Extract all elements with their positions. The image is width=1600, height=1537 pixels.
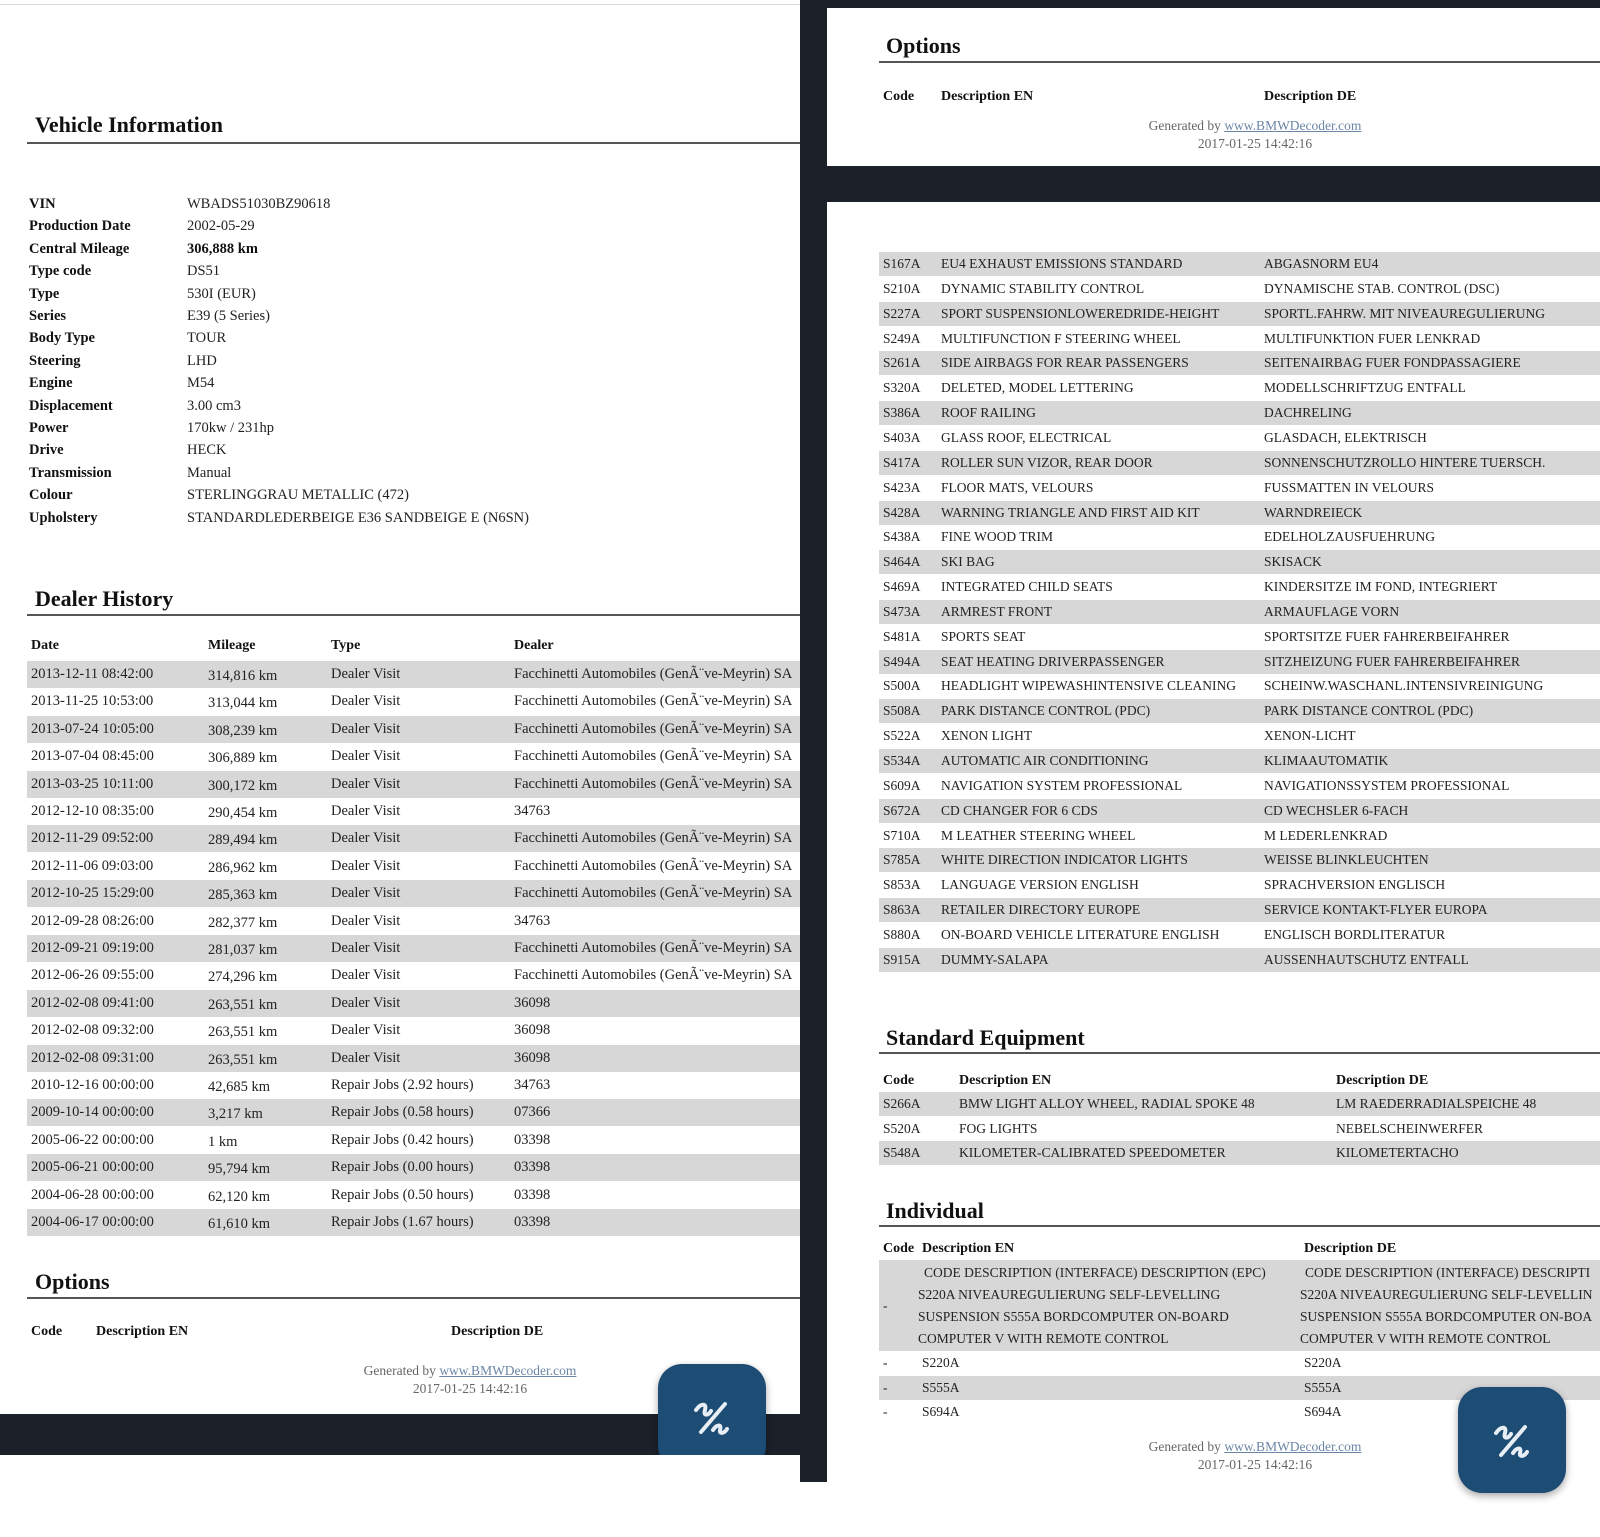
dh-type: Repair Jobs (0.00 hours): [331, 1159, 474, 1176]
vehicle-field-value: LHD: [187, 352, 217, 369]
vehicle-field-label: Body Type: [29, 330, 95, 347]
dh-date: 2013-03-25 10:11:00: [31, 775, 154, 792]
options-left-header-en: Description EN: [96, 1324, 189, 1339]
option-code: S609A: [883, 777, 921, 793]
generated-by-text: Generated by: [1148, 118, 1221, 133]
ind-desc-de: S220A: [1304, 1355, 1342, 1370]
dh-mileage: 286,962 km: [208, 859, 278, 876]
dh-date: 2013-11-25 10:53:00: [31, 693, 154, 710]
dh-dealer: Facchinetti Automobiles (GenÃ¨ve-Meyrin) SA: [514, 775, 793, 792]
dh-mileage: 263,551 km: [208, 996, 278, 1013]
dh-mileage: 308,239 km: [208, 722, 278, 739]
dh-type: Dealer Visit: [331, 720, 401, 737]
option-desc-de: WEISSE BLINKLEUCHTEN: [1264, 852, 1429, 868]
dh-date: 2012-12-10 08:35:00: [31, 803, 154, 819]
option-code: S672A: [883, 802, 921, 818]
dh-type: Dealer Visit: [331, 1022, 401, 1039]
vehicle-field-value: Manual: [187, 464, 232, 481]
dh-dealer: 36098: [514, 1049, 551, 1066]
option-desc-de: SONNENSCHUTZROLLO HINTERE TUERSCH.: [1264, 454, 1546, 470]
dh-type: Repair Jobs (1.67 hours): [331, 1214, 474, 1230]
dh-date: 2012-10-25 15:29:00: [31, 885, 154, 902]
std-desc-en: FOG LIGHTS: [959, 1120, 1038, 1136]
dh-type: Dealer Visit: [331, 748, 401, 765]
option-desc-de: GLASDACH, ELEKTRISCH: [1264, 429, 1427, 445]
option-desc-de: AUSSENHAUTSCHUTZ ENTFALL: [1264, 951, 1469, 967]
vehicle-field-label: Upholstery: [29, 509, 98, 526]
right-page-main: [827, 202, 1600, 1482]
option-desc-en: SKI BAG: [941, 554, 995, 570]
ind-header-code: Code: [883, 1241, 915, 1256]
dh-date: 2012-11-06 09:03:00: [31, 857, 154, 874]
individual-title: Individual: [886, 1198, 984, 1223]
vehicle-info-title: Vehicle Information: [35, 112, 224, 137]
vehicle-field-label: Production Date: [29, 218, 131, 235]
dh-mileage: 95,794 km: [208, 1161, 271, 1178]
right-page-top: [827, 8, 1600, 166]
dh-header-type: Type: [331, 638, 361, 653]
standard-equipment-rule: [879, 1052, 1600, 1054]
edit-pen-icon: [689, 1394, 735, 1440]
option-desc-en: INTEGRATED CHILD SEATS: [941, 579, 1113, 595]
dh-mileage: 263,551 km: [208, 1024, 278, 1041]
option-code: S853A: [883, 877, 921, 893]
options-left-header-code: Code: [31, 1324, 63, 1339]
option-desc-en: SEAT HEATING DRIVERPASSENGER: [941, 653, 1165, 669]
ind-code: -: [883, 1379, 888, 1395]
generated-timestamp: 2017-01-25 14:42:16: [1197, 136, 1313, 151]
dh-mileage: 61,610 km: [208, 1216, 271, 1232]
dh-date: 2010-12-16 00:00:00: [31, 1077, 154, 1093]
dh-type: Repair Jobs (0.58 hours): [331, 1104, 474, 1121]
dh-date: 2012-02-08 09:31:00: [31, 1049, 154, 1066]
dh-date: 2013-07-24 10:05:00: [31, 720, 154, 737]
option-desc-en: NAVIGATION SYSTEM PROFESSIONAL: [941, 777, 1183, 793]
dh-dealer: Facchinetti Automobiles (GenÃ¨ve-Meyrin) SA: [514, 830, 793, 847]
option-desc-de: SPORTSITZE FUER FAHRERBEIFAHRER: [1264, 628, 1510, 644]
individual-row: [879, 1351, 1600, 1375]
option-code: S473A: [883, 603, 921, 619]
generated-by-text: Generated by: [1148, 1439, 1221, 1454]
option-desc-en: ARMREST FRONT: [941, 603, 1053, 619]
dh-type: Dealer Visit: [331, 857, 401, 874]
dh-mileage: 306,889 km: [208, 750, 278, 767]
option-code: S167A: [883, 256, 921, 271]
dh-type: Dealer Visit: [331, 830, 401, 847]
option-code: S915A: [883, 951, 921, 967]
dh-type: Repair Jobs (0.50 hours): [331, 1186, 474, 1203]
option-desc-en: SIDE AIRBAGS FOR REAR PASSENGERS: [941, 355, 1189, 371]
top-divider: [0, 4, 800, 5]
dh-type: Repair Jobs (0.42 hours): [331, 1131, 474, 1148]
edit-fab-left[interactable]: [658, 1364, 766, 1455]
vehicle-field-value: 170kw / 231hp: [187, 420, 274, 436]
option-desc-de: CD WECHSLER 6-FACH: [1264, 802, 1409, 818]
dh-mileage: 285,363 km: [208, 887, 278, 904]
vehicle-field-value: DS51: [187, 263, 221, 280]
dh-type: Dealer Visit: [331, 994, 401, 1011]
dh-dealer: 03398: [514, 1131, 551, 1148]
option-code: S386A: [883, 405, 921, 421]
dh-date: 2005-06-21 00:00:00: [31, 1159, 154, 1176]
dealer-history-rule: [27, 614, 800, 616]
vehicle-field-label: Power: [29, 420, 69, 436]
std-desc-de: NEBELSCHEINWERFER: [1336, 1120, 1483, 1136]
vehicle-field-label: Colour: [29, 487, 73, 504]
option-desc-en: ROLLER SUN VIZOR, REAR DOOR: [941, 454, 1153, 470]
option-desc-en: ROOF RAILING: [941, 405, 1036, 421]
individual-rule: [879, 1225, 1600, 1227]
dh-date: 2012-11-29 09:52:00: [31, 830, 154, 847]
ind-header-en: Description EN: [922, 1241, 1015, 1256]
option-desc-de: FUSSMATTEN IN VELOURS: [1264, 479, 1435, 495]
option-desc-en: DELETED, MODEL LETTERING: [941, 380, 1134, 396]
vehicle-field-value: STANDARDLEDERBEIGE E36 SANDBEIGE E (N6SN): [187, 509, 529, 526]
option-desc-de: NAVIGATIONSSYSTEM PROFESSIONAL: [1264, 777, 1510, 793]
dh-type: Dealer Visit: [331, 775, 401, 792]
dh-dealer: 34763: [514, 1077, 551, 1093]
option-desc-en: GLASS ROOF, ELECTRICAL: [941, 429, 1112, 445]
option-code: S863A: [883, 902, 921, 918]
dh-dealer: 03398: [514, 1159, 551, 1176]
vehicle-field-value: M54: [187, 375, 215, 392]
dh-mileage: 281,037 km: [208, 942, 278, 958]
options-right-header-code: Code: [883, 89, 915, 104]
options-title-left: Options: [35, 1269, 110, 1294]
dh-header-date: Date: [31, 638, 59, 653]
std-desc-de: KILOMETERTACHO: [1336, 1145, 1459, 1160]
ind-desc-en: S555A: [922, 1379, 960, 1395]
option-desc-de: ENGLISCH BORDLITERATUR: [1264, 926, 1446, 942]
option-desc-en: CD CHANGER FOR 6 CDS: [941, 802, 1098, 818]
dh-dealer: 36098: [514, 1022, 551, 1039]
generated-footer-left: [270, 1362, 670, 1398]
dh-mileage: 274,296 km: [208, 969, 278, 986]
bmwdecoder-link[interactable]: www.BMWDecoder.com: [1224, 118, 1362, 133]
option-desc-de: XENON-LICHT: [1264, 728, 1356, 744]
vehicle-field-value: HECK: [187, 442, 227, 459]
vehicle-field-label: Series: [29, 308, 67, 324]
dh-mileage: 290,454 km: [208, 805, 278, 821]
options-title-right: Options: [886, 33, 961, 58]
ind-desc-en: S694A: [922, 1404, 960, 1419]
generated-footer-right-bottom: [1055, 1438, 1455, 1474]
dh-dealer: Facchinetti Automobiles (GenÃ¨ve-Meyrin) SA: [514, 666, 793, 682]
vehicle-field-value: 3.00 cm3: [187, 397, 241, 414]
option-code: S227A: [883, 305, 921, 321]
option-desc-en: DYNAMIC STABILITY CONTROL: [941, 280, 1145, 296]
option-desc-de: DACHRELING: [1264, 405, 1352, 421]
dh-dealer: 03398: [514, 1214, 551, 1230]
option-code: S423A: [883, 479, 921, 495]
option-code: S500A: [883, 678, 921, 694]
std-code: S548A: [883, 1145, 921, 1160]
option-desc-de: SERVICE KONTAKT-FLYER EUROPA: [1264, 902, 1488, 918]
edit-pen-icon: [1489, 1417, 1535, 1463]
dh-date: 2012-06-26 09:55:00: [31, 967, 154, 984]
options-rule-right: [879, 61, 1600, 63]
dh-mileage: 3,217 km: [208, 1106, 263, 1123]
option-desc-en: DUMMY-SALAPA: [941, 951, 1049, 967]
generated-footer-right-top: [1055, 117, 1455, 153]
dh-dealer: Facchinetti Automobiles (GenÃ¨ve-Meyrin) SA: [514, 693, 793, 710]
option-desc-en: RETAILER DIRECTORY EUROPE: [941, 902, 1141, 918]
vehicle-field-label: Central Mileage: [29, 240, 130, 257]
dh-type: Dealer Visit: [331, 912, 401, 929]
dh-mileage: 1 km: [208, 1133, 238, 1150]
dh-dealer: 03398: [514, 1186, 551, 1203]
std-code: S520A: [883, 1120, 921, 1136]
dh-type: Repair Jobs (2.92 hours): [331, 1077, 474, 1093]
option-code: S464A: [883, 554, 921, 570]
dh-dealer: 34763: [514, 912, 551, 929]
dh-mileage: 289,494 km: [208, 832, 278, 849]
option-desc-de: KLIMAAUTOMATIK: [1264, 753, 1389, 768]
ind-code: -: [883, 1355, 888, 1370]
dh-header-mileage: Mileage: [208, 638, 256, 653]
dh-header-dealer: Dealer: [514, 638, 554, 653]
option-desc-de: SITZHEIZUNG FUER FAHRERBEIFAHRER: [1264, 653, 1521, 669]
vehicle-field-label: Steering: [29, 352, 81, 369]
option-desc-de: SPRACHVERSION ENGLISCH: [1264, 877, 1446, 893]
generated-timestamp: 2017-01-25 14:42:16: [412, 1381, 528, 1396]
edit-fab-right[interactable]: [1458, 1387, 1566, 1493]
dh-type: Dealer Visit: [331, 693, 401, 710]
dh-mileage: 263,551 km: [208, 1051, 278, 1068]
options-rule-left: [27, 1297, 800, 1299]
options-right-header-de: Description DE: [1264, 89, 1357, 104]
vehicle-field-label: Type: [29, 285, 60, 302]
option-desc-en: WARNING TRIANGLE AND FIRST AID KIT: [941, 504, 1200, 520]
dh-date: 2005-06-22 00:00:00: [31, 1131, 154, 1148]
dh-dealer: Facchinetti Automobiles (GenÃ¨ve-Meyrin) SA: [514, 857, 793, 874]
vehicle-field-label: Type code: [29, 263, 92, 280]
option-desc-de: SPORTL.FAHRW. MIT NIVEAUREGULIERUNG: [1264, 305, 1545, 321]
generated-by-text: Generated by: [363, 1363, 436, 1378]
dh-dealer: Facchinetti Automobiles (GenÃ¨ve-Meyrin) SA: [514, 720, 793, 737]
dh-type: Dealer Visit: [331, 940, 401, 956]
options-right-header-en: Description EN: [941, 89, 1034, 104]
dh-mileage: 300,172 km: [208, 777, 278, 794]
std-desc-en: BMW LIGHT ALLOY WHEEL, RADIAL SPOKE 48: [959, 1096, 1255, 1111]
option-desc-de: M LEDERLENKRAD: [1264, 827, 1388, 843]
option-desc-de: DYNAMISCHE STAB. CONTROL (DSC): [1264, 280, 1500, 296]
vehicle-field-value: WBADS51030BZ90618: [187, 196, 331, 212]
option-code: S469A: [883, 579, 921, 595]
option-code: S494A: [883, 653, 921, 669]
dh-date: 2012-02-08 09:32:00: [31, 1022, 154, 1039]
vehicle-field-label: Engine: [29, 375, 73, 392]
individual-block-row: [879, 1260, 1600, 1351]
vehicle-field-value: TOUR: [187, 330, 227, 347]
option-desc-en: EU4 EXHAUST EMISSIONS STANDARD: [941, 256, 1183, 271]
ind-desc-de: S694A: [1304, 1404, 1342, 1419]
vehicle-field-value: 306,888 km: [187, 240, 258, 257]
dh-dealer: Facchinetti Automobiles (GenÃ¨ve-Meyrin) SA: [514, 885, 793, 902]
dh-date: 2009-10-14 00:00:00: [31, 1104, 154, 1121]
dh-date: 2012-09-21 09:19:00: [31, 940, 154, 956]
std-header-de: Description DE: [1336, 1073, 1429, 1088]
option-desc-de: SKISACK: [1264, 554, 1322, 570]
option-code: S417A: [883, 454, 921, 470]
option-desc-en: MULTIFUNCTION F STEERING WHEEL: [941, 330, 1181, 346]
dh-date: 2013-12-11 08:42:00: [31, 666, 154, 682]
dh-date: 2013-07-04 08:45:00: [31, 748, 154, 765]
dh-date: 2012-09-28 08:26:00: [31, 912, 154, 929]
option-code: S428A: [883, 504, 921, 520]
option-code: S249A: [883, 330, 921, 346]
dh-dealer: Facchinetti Automobiles (GenÃ¨ve-Meyrin) SA: [514, 967, 793, 984]
dh-dealer: 36098: [514, 994, 551, 1011]
vehicle-field-value: STERLINGGRAU METALLIC (472): [187, 487, 409, 504]
option-desc-de: ARMAUFLAGE VORN: [1264, 603, 1400, 619]
option-desc-en: SPORT SUSPENSIONLOWEREDRIDE-HEIGHT: [941, 305, 1220, 321]
vehicle-field-value: 530I (EUR): [187, 285, 256, 302]
std-desc-en: KILOMETER-CALIBRATED SPEEDOMETER: [959, 1145, 1226, 1160]
dh-mileage: 62,120 km: [208, 1188, 271, 1205]
option-desc-en: FLOOR MATS, VELOURS: [941, 479, 1094, 495]
option-code: S481A: [883, 628, 921, 644]
option-code: S320A: [883, 380, 921, 396]
option-desc-de: PARK DISTANCE CONTROL (PDC): [1264, 703, 1474, 719]
vehicle-field-label: Displacement: [29, 397, 113, 414]
page-divider: [800, 0, 827, 1482]
option-code: S522A: [883, 728, 921, 744]
bmwdecoder-link[interactable]: www.BMWDecoder.com: [1224, 1439, 1362, 1454]
dh-type: Dealer Visit: [331, 967, 401, 984]
option-code: S880A: [883, 926, 921, 942]
generated-timestamp: 2017-01-25 14:42:16: [1197, 1457, 1313, 1472]
dh-date: 2012-02-08 09:41:00: [31, 994, 154, 1011]
option-desc-de: SEITENAIRBAG FUER FONDPASSAGIERE: [1264, 355, 1521, 371]
option-code: S534A: [883, 753, 921, 768]
dh-date: 2004-06-17 00:00:00: [31, 1214, 154, 1230]
dh-mileage: 282,377 km: [208, 914, 278, 931]
options-left-header-de: Description DE: [451, 1324, 544, 1339]
dh-date: 2004-06-28 00:00:00: [31, 1186, 154, 1203]
std-desc-de: LM RAEDERRADIALSPEICHE 48: [1336, 1096, 1537, 1111]
dh-type: Dealer Visit: [331, 666, 401, 682]
bmwdecoder-link[interactable]: www.BMWDecoder.com: [439, 1363, 577, 1378]
dh-type: Dealer Visit: [331, 885, 401, 902]
option-code: S438A: [883, 529, 921, 545]
individual-block-code: -: [883, 1298, 888, 1313]
option-desc-de: EDELHOLZAUSFUEHRUNG: [1264, 529, 1435, 545]
left-page: [0, 0, 800, 1455]
dh-mileage: 314,816 km: [208, 668, 278, 684]
option-code: S261A: [883, 355, 921, 371]
dh-dealer: 07366: [514, 1104, 551, 1121]
option-desc-en: XENON LIGHT: [941, 728, 1033, 744]
vehicle-field-value: E39 (5 Series): [187, 308, 270, 324]
individual-block-en: CODE DESCRIPTION (INTERFACE) DESCRIPTION (EPC) S220A NIVEAUREGULIERUNG SELF-LEVELLING SUSPENSION S555A BORDCOMPUTER ON-BOARD COMPUTER V WITH REMOTE CONTROL: [918, 1265, 1266, 1346]
option-code: S785A: [883, 852, 921, 868]
standard-equipment-title: Standard Equipment: [886, 1025, 1085, 1050]
ind-code: -: [883, 1404, 888, 1419]
option-code: S710A: [883, 827, 921, 843]
option-desc-de: KINDERSITZE IM FOND, INTEGRIERT: [1264, 579, 1498, 595]
option-code: S508A: [883, 703, 921, 719]
option-desc-en: M LEATHER STEERING WHEEL: [941, 827, 1136, 843]
option-desc-en: ON-BOARD VEHICLE LITERATURE ENGLISH: [941, 926, 1220, 942]
option-code: S403A: [883, 429, 921, 445]
dh-type: Dealer Visit: [331, 803, 401, 819]
option-desc-de: MODELLSCHRIFTZUG ENTFALL: [1264, 380, 1466, 396]
dh-dealer: 34763: [514, 803, 551, 819]
dh-mileage: 313,044 km: [208, 695, 278, 712]
dh-mileage: 42,685 km: [208, 1079, 271, 1095]
option-desc-de: WARNDREIECK: [1264, 504, 1363, 520]
std-header-code: Code: [883, 1073, 915, 1088]
option-desc-en: PARK DISTANCE CONTROL (PDC): [941, 703, 1151, 719]
option-desc-en: FINE WOOD TRIM: [941, 529, 1054, 545]
individual-block-de: CODE DESCRIPTION (INTERFACE) DESCRIPTI S220A NIVEAUREGULIERUNG SELF-LEVELLIN SUSPENSION S555A BORDCOMPUTER ON-BOA COMPUTER V WITH REMOTE CONTROL: [1300, 1265, 1593, 1346]
dealer-history-title: Dealer History: [35, 586, 174, 611]
vehicle-info-rule: [27, 142, 800, 144]
option-desc-en: HEADLIGHT WIPEWASHINTENSIVE CLEANING: [941, 678, 1236, 694]
option-desc-de: MULTIFUNKTION FUER LENKRAD: [1264, 330, 1481, 346]
option-desc-en: AUTOMATIC AIR CONDITIONING: [941, 753, 1149, 768]
dh-type: Dealer Visit: [331, 1049, 401, 1066]
std-code: S266A: [883, 1096, 921, 1111]
option-desc-en: LANGUAGE VERSION ENGLISH: [941, 877, 1139, 893]
option-desc-en: WHITE DIRECTION INDICATOR LIGHTS: [941, 852, 1188, 868]
option-code: S210A: [883, 280, 921, 296]
option-desc-de: SCHEINW.WASCHANL.INTENSIVREINIGUNG: [1264, 678, 1544, 694]
ind-desc-en: S220A: [922, 1355, 960, 1370]
std-header-en: Description EN: [959, 1073, 1052, 1088]
dh-dealer: Facchinetti Automobiles (GenÃ¨ve-Meyrin) SA: [514, 748, 793, 765]
vehicle-field-value: 2002-05-29: [187, 218, 255, 235]
vehicle-field-label: Transmission: [29, 464, 112, 481]
dh-dealer: Facchinetti Automobiles (GenÃ¨ve-Meyrin) SA: [514, 940, 793, 956]
vehicle-field-label: Drive: [29, 442, 64, 459]
option-desc-en: SPORTS SEAT: [941, 628, 1026, 644]
ind-desc-de: S555A: [1304, 1379, 1342, 1395]
option-desc-de: ABGASNORM EU4: [1264, 256, 1379, 271]
ind-header-de: Description DE: [1304, 1241, 1397, 1256]
vehicle-field-label: VIN: [29, 196, 56, 212]
